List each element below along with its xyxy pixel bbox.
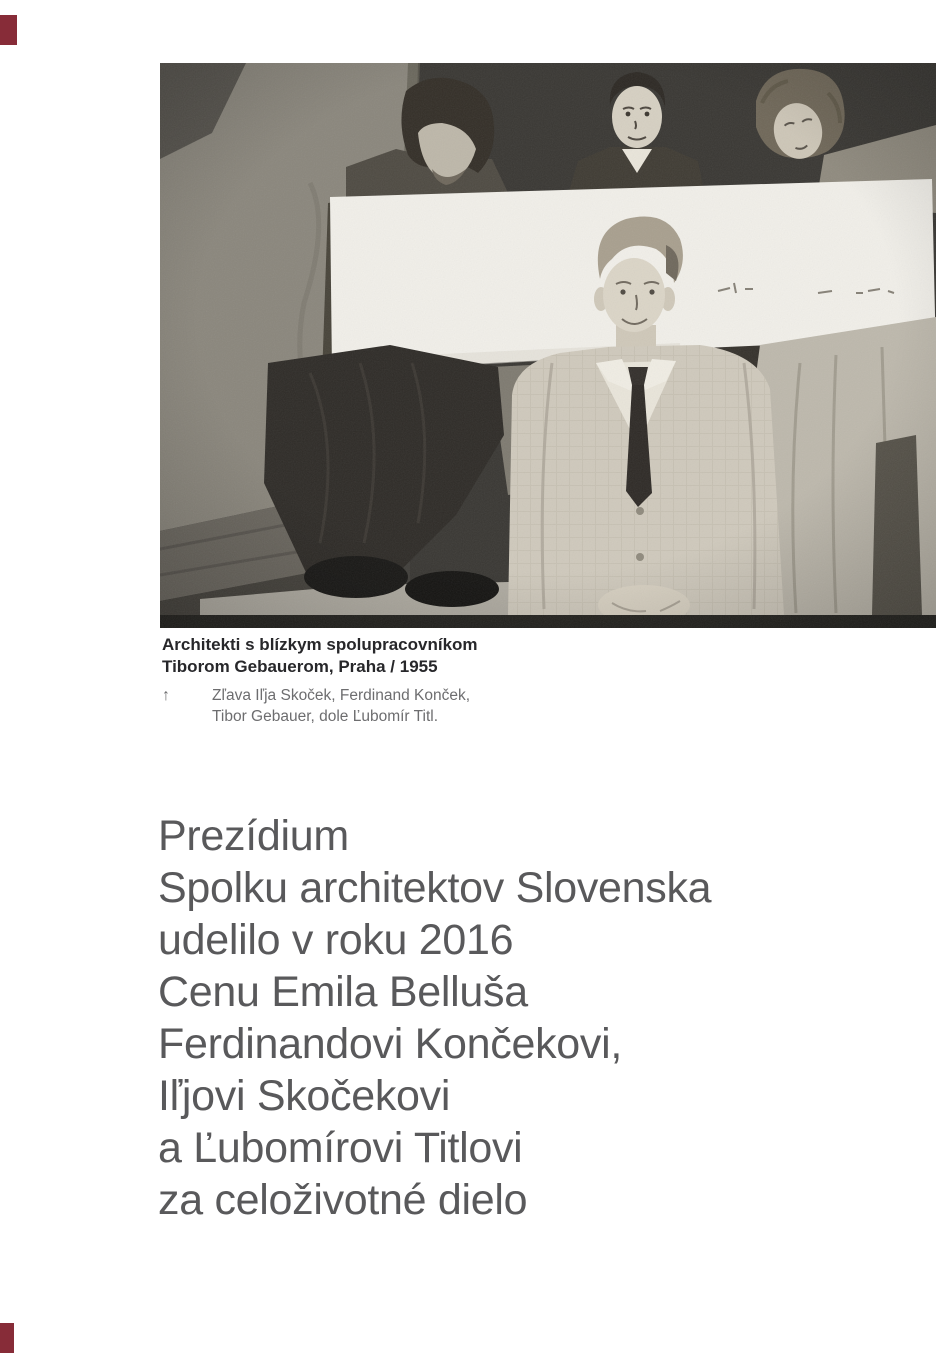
- award-statement-line: Prezídium: [158, 812, 349, 860]
- caption-title-line1: Architekti s blízkym spolupracovníkom: [162, 635, 478, 654]
- award-statement-line: Ferdinandovi Končekovi,: [158, 1020, 622, 1068]
- award-statement-line: za celoživotné dielo: [158, 1176, 528, 1224]
- caption-title-line2: Tiborom Gebauerom, Praha / 1955: [162, 657, 438, 676]
- caption-title: [162, 634, 722, 678]
- award-statement-line: Iľjovi Skočekovi: [158, 1072, 451, 1120]
- red-registration-mark-top-left: [0, 15, 17, 45]
- caption-note-line2: Tibor Gebauer, dole Ľubomír Titl.: [212, 708, 439, 725]
- award-statement-line: Spolku architektov Slovenska: [158, 864, 712, 912]
- red-registration-mark-bottom-left: [0, 1323, 14, 1353]
- group-photograph: [160, 63, 936, 628]
- caption-note-line1: Zľava Iľja Skoček, Ferdinand Konček,: [212, 687, 471, 704]
- award-statement: [158, 810, 878, 1226]
- photo-caption: [162, 634, 722, 727]
- up-arrow-icon: ↑: [162, 687, 170, 704]
- award-statement-line: Cenu Emila Belluša: [158, 968, 528, 1016]
- caption-note-text: [212, 685, 470, 727]
- award-statement-line: udelilo v roku 2016: [158, 916, 514, 964]
- award-statement-line: a Ľubomírovi Titlovi: [158, 1124, 523, 1172]
- caption-note: [162, 685, 722, 727]
